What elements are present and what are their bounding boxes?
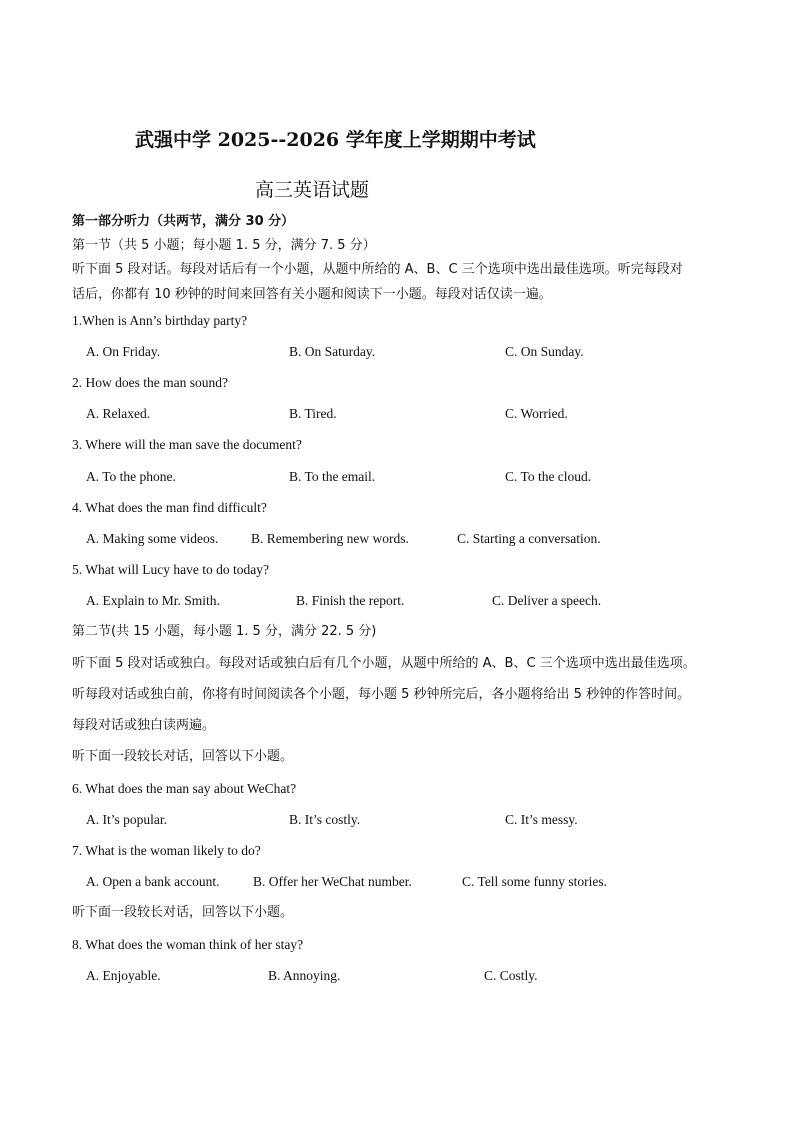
section2-heading: 第二节(共 15 小题，每小题 1. 5 分，满分 22. 5 分) bbox=[72, 624, 377, 639]
question-stem: 2. How does the man sound? bbox=[72, 375, 228, 390]
question-stem: 7. What is the woman likely to do? bbox=[72, 843, 261, 858]
exam-subtitle: 高三英语试题 bbox=[255, 179, 370, 201]
part1-heading: 第一部分听力（共两节，满分 30 分） bbox=[72, 214, 295, 229]
option-a: A. To the phone. bbox=[86, 469, 176, 484]
option-c: C. Starting a conversation. bbox=[457, 531, 601, 546]
option-b: B. It’s costly. bbox=[289, 812, 361, 827]
option-a: A. Relaxed. bbox=[86, 406, 151, 421]
long-dialogue-note: 听下面一段较长对话，回答以下小题。 bbox=[72, 905, 294, 920]
option-a: A. Making some videos. bbox=[86, 531, 219, 546]
option-c: C. Costly. bbox=[484, 968, 538, 983]
question-stem: 8. What does the woman think of her stay? bbox=[72, 937, 304, 952]
option-a: A. Enjoyable. bbox=[86, 968, 161, 983]
option-c: C. Deliver a speech. bbox=[492, 593, 602, 608]
section1-instructions-line1: 听下面 5 段对话。每段对话后有一个小题，从题中所给的 A、B、C 三个选项中选出最佳选项。听完每段对 bbox=[72, 262, 683, 277]
option-b: B. Finish the report. bbox=[296, 593, 405, 608]
exam-title: 武强中学 2025--2026 学年度上学期期中考试 bbox=[135, 129, 536, 151]
option-b: B. Annoying. bbox=[268, 968, 341, 983]
option-b: B. On Saturday. bbox=[289, 344, 376, 359]
question-stem: 3. Where will the man save the document? bbox=[72, 437, 302, 452]
question-stem: 4. What does the man find difficult? bbox=[72, 500, 267, 515]
option-c: C. To the cloud. bbox=[505, 469, 592, 484]
option-b: B. Remembering new words. bbox=[251, 531, 409, 546]
option-c: C. Worried. bbox=[505, 406, 568, 421]
question-stem: 1.When is Ann’s birthday party? bbox=[72, 313, 248, 328]
section2-instructions-line1: 听下面 5 段对话或独白。每段对话或独白后有几个小题，从题中所给的 A、B、C 三个选项中选出最佳选项。 bbox=[72, 656, 696, 671]
option-c: C. On Sunday. bbox=[505, 344, 584, 359]
section2-instructions-line3: 每段对话或独白读两遍。 bbox=[72, 718, 216, 733]
option-b: B. Offer her WeChat number. bbox=[253, 874, 412, 889]
option-a: A. On Friday. bbox=[86, 344, 161, 359]
section2-instructions-line2: 听每段对话或独白前，你将有时间阅读各个小题，每小题 5 秒钟所完后，各小题将给出 5 秒钟的作答时间。 bbox=[72, 687, 691, 702]
question-stem: 5. What will Lucy have to do today? bbox=[72, 562, 269, 577]
section1-heading: 第一节（共 5 小题；每小题 1. 5 分，满分 7. 5 分） bbox=[72, 238, 376, 253]
option-b: B. To the email. bbox=[289, 469, 376, 484]
option-a: A. It’s popular. bbox=[86, 812, 167, 827]
section1-instructions-line2: 话后，你都有 10 秒钟的时间来回答有关小题和阅读下一小题。每段对话仅读一遍。 bbox=[72, 287, 552, 302]
option-c: C. It’s messy. bbox=[505, 812, 578, 827]
question-stem: 6. What does the man say about WeChat? bbox=[72, 781, 297, 796]
option-a: A. Open a bank account. bbox=[86, 874, 220, 889]
long-dialogue-note: 听下面一段较长对话，回答以下小题。 bbox=[72, 749, 294, 764]
option-b: B. Tired. bbox=[289, 406, 337, 421]
option-a: A. Explain to Mr. Smith. bbox=[86, 593, 220, 608]
option-c: C. Tell some funny stories. bbox=[462, 874, 608, 889]
